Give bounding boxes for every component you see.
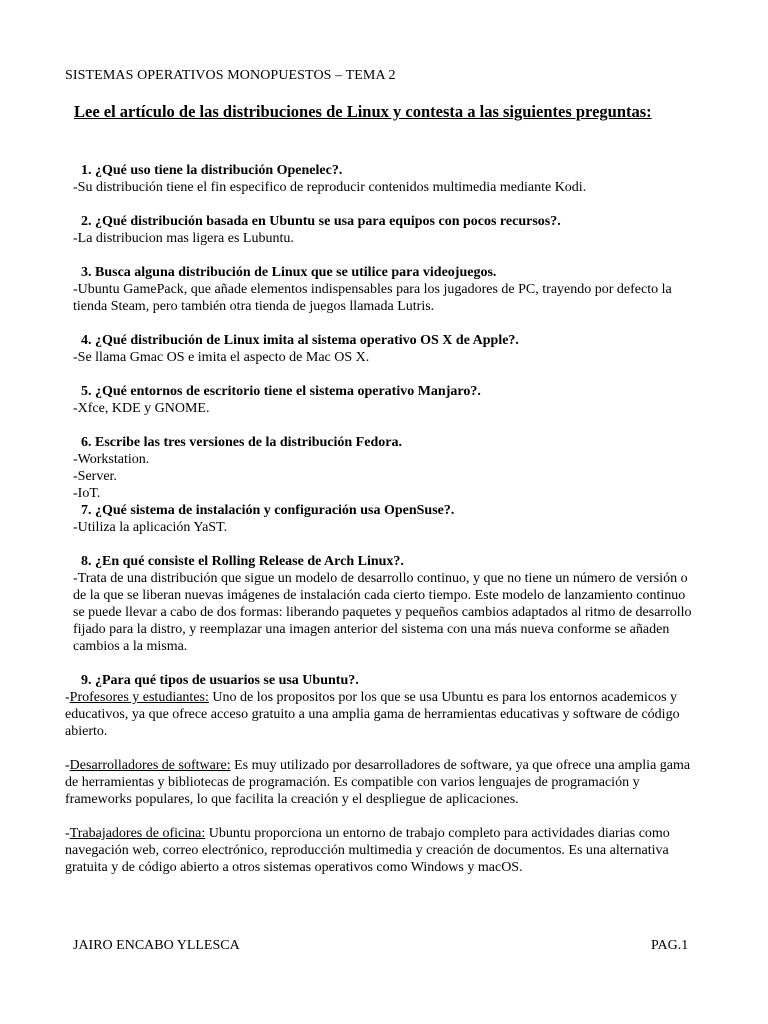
document-body — [65, 162, 698, 876]
answer-4: -Se llama Gmac OS e imita el aspecto de Mac OS X. — [73, 350, 370, 365]
question-7: 7. ¿Qué sistema de instalación y configuración usa OpenSuse?. — [81, 503, 455, 518]
footer-author: JAIRO ENCABO YLLESCA — [73, 938, 240, 953]
user-type-label: Desarrolladores de software: — [69, 758, 231, 773]
user-type-label: Trabajadores de oficina: — [69, 826, 206, 841]
user-type-teachers — [65, 689, 698, 740]
user-type-text: Uno de los propositos por los que se usa Ubuntu es para los entornos academicos y educativos, ya que ofrece acceso gratuito a una amplia gama de herramientas educativas y software de código abierto. — [65, 690, 680, 739]
question-8: 8. ¿En qué consiste el Rolling Release de Arch Linux?. — [81, 554, 404, 569]
answer-7: -Utiliza la aplicación YaST. — [73, 520, 228, 535]
answer-6-item: -IoT. — [73, 486, 101, 501]
question-2: 2. ¿Qué distribución basada en Ubuntu se usa para equipos con pocos recursos?. — [81, 214, 561, 229]
dash: - — [65, 826, 70, 841]
answer-8: -Trata de una distribución que sigue un modelo de desarrollo continuo, y que no tiene un número de versión o de la que se liberan nuevas imágenes de instalación cada cierto tiempo. Este modelo de lanzamiento continuo se puede llevar a cabo de dos formas: liberando paquetes y pequeños cambios adaptados al ritmo de desarrollo fijado para la distro, y reemplazar una imagen anterior del sistema con una más nueva conforme se añaden cambios a la misma. — [73, 571, 692, 654]
answer-6-item: -Server. — [73, 469, 117, 484]
dash: - — [65, 690, 70, 705]
answer-3: -Ubuntu GamePack, que añade elementos indispensables para los jugadores de PC, trayendo por defecto la tienda Steam, pero también otra tienda de juegos llamada Lutris. — [73, 282, 672, 314]
user-type-text: Es muy utilizado por desarrolladores de software, ya que ofrece una amplia gama de herramientas y bibliotecas de programación. Es compatible con varios lenguajes de programación y frameworks populares, lo que facilita la creación y el despliegue de aplicaciones. — [65, 758, 691, 807]
answer-2: -La distribucion mas ligera es Lubuntu. — [73, 231, 294, 246]
user-types — [65, 689, 698, 876]
question-5: 5. ¿Qué entornos de escritorio tiene el sistema operativo Manjaro?. — [81, 384, 481, 399]
question-4: 4. ¿Qué distribución de Linux imita al sistema operativo OS X de Apple?. — [81, 333, 519, 348]
user-type-office-workers — [65, 825, 698, 876]
question-9: 9. ¿Para qué tipos de usuarios se usa Ubuntu?. — [81, 673, 359, 688]
question-3: 3. Busca alguna distribución de Linux que se utilice para videojuegos. — [81, 265, 497, 280]
answer-5: -Xfce, KDE y GNOME. — [73, 401, 210, 416]
footer-page-number: PAG.1 — [651, 938, 689, 953]
answer-1: -Su distribución tiene el fin especifico de reproducir contenidos multimedia mediante Kodi. — [73, 180, 587, 195]
user-type-text: Ubuntu proporciona un entorno de trabajo completo para actividades diarias como navegación web, correo electrónico, reproducción multimedia y creación de documentos. Es una alternativa gratuita y de código abierto a otros sistemas operativos como Windows y macOS. — [65, 826, 670, 875]
user-type-developers — [65, 757, 698, 808]
answer-6-item: -Workstation. — [73, 452, 150, 467]
dash: - — [65, 758, 70, 773]
instructions-heading: Lee el artículo de las distribuciones de Linux y contesta a las siguientes preguntas: — [74, 102, 652, 121]
user-type-label: Profesores y estudiantes: — [69, 690, 209, 705]
question-1: 1. ¿Qué uso tiene la distribución Openelec?. — [81, 163, 343, 178]
page-header: SISTEMAS OPERATIVOS MONOPUESTOS – TEMA 2 — [65, 68, 396, 83]
question-6: 6. Escribe las tres versiones de la distribución Fedora. — [81, 435, 402, 450]
